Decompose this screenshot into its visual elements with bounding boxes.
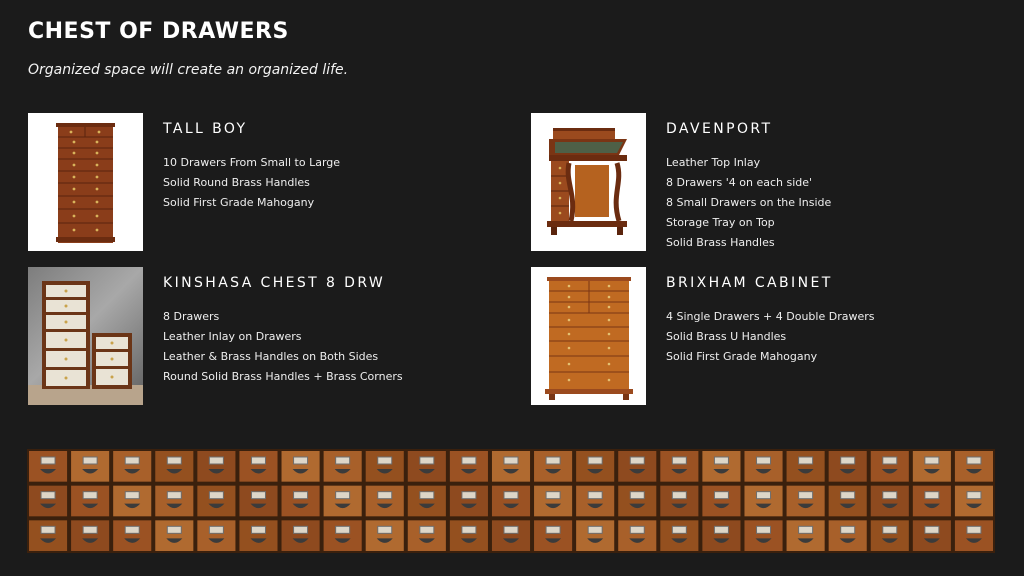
page-subtitle: Organized space will create an organized life. bbox=[28, 62, 349, 78]
drawer-front bbox=[282, 451, 320, 482]
drawer-label-holder bbox=[883, 526, 897, 533]
drawer-front bbox=[113, 520, 151, 551]
drawer-front bbox=[787, 520, 825, 551]
drawer-label-holder bbox=[588, 492, 602, 499]
drawer-front bbox=[829, 451, 867, 482]
drawer-front bbox=[702, 486, 740, 517]
drawer-label-holder bbox=[378, 457, 392, 464]
drawer-label-holder bbox=[757, 457, 771, 464]
drawer-front bbox=[702, 520, 740, 551]
feature-item: 10 Drawers From Small to Large bbox=[163, 156, 341, 169]
drawer-front bbox=[366, 451, 404, 482]
drawer-label-holder bbox=[504, 457, 518, 464]
drawer-label-holder bbox=[925, 526, 939, 533]
feature-list bbox=[666, 153, 831, 253]
drawer-front bbox=[71, 451, 109, 482]
drawer-front bbox=[492, 520, 530, 551]
page-title: CHEST OF DRAWERS bbox=[28, 19, 289, 44]
drawer-label-holder bbox=[883, 457, 897, 464]
drawer-label-holder bbox=[799, 457, 813, 464]
drawer-label-holder bbox=[167, 492, 181, 499]
drawer-front bbox=[282, 486, 320, 517]
kinshasa-chest-info bbox=[163, 275, 403, 387]
drawer-label-holder bbox=[336, 492, 350, 499]
drawer-label-holder bbox=[883, 492, 897, 499]
feature-item: Leather Inlay on Drawers bbox=[163, 330, 302, 343]
drawer-front bbox=[702, 451, 740, 482]
drawer-front bbox=[744, 520, 782, 551]
drawer-label-holder bbox=[588, 457, 602, 464]
drawer-front bbox=[660, 520, 698, 551]
drawer-front bbox=[366, 486, 404, 517]
drawer-label-holder bbox=[336, 526, 350, 533]
feature-item: Solid First Grade Mahogany bbox=[163, 196, 315, 209]
drawer-label-holder bbox=[420, 457, 434, 464]
drawer-label-holder bbox=[41, 526, 55, 533]
drawer-label-holder bbox=[672, 526, 686, 533]
drawer-label-holder bbox=[546, 457, 560, 464]
feature-item: Solid Round Brass Handles bbox=[163, 176, 310, 189]
drawer-label-holder bbox=[209, 526, 223, 533]
drawer-front bbox=[829, 520, 867, 551]
feature-item: Storage Tray on Top bbox=[666, 216, 775, 229]
drawer-front bbox=[618, 520, 656, 551]
feature-item: Solid Brass Handles bbox=[666, 236, 775, 249]
drawer-front bbox=[829, 486, 867, 517]
drawer-label-holder bbox=[167, 526, 181, 533]
product-name: BRIXHAM CABINET bbox=[666, 275, 833, 291]
drawer-label-holder bbox=[83, 526, 97, 533]
product-name: KINSHASA CHEST 8 DRW bbox=[163, 275, 386, 291]
brixham-cabinet-image bbox=[531, 267, 646, 405]
brixham-cabinet-info bbox=[666, 275, 875, 367]
feature-item: 8 Small Drawers on the Inside bbox=[666, 196, 832, 209]
drawer-front bbox=[787, 451, 825, 482]
drawer-front bbox=[155, 520, 193, 551]
drawer-banner-image bbox=[27, 449, 995, 553]
drawer-label-holder bbox=[546, 492, 560, 499]
drawer-label-holder bbox=[125, 526, 139, 533]
drawer-label-holder bbox=[967, 457, 981, 464]
drawer-label-holder bbox=[420, 492, 434, 499]
drawer-label-holder bbox=[83, 457, 97, 464]
drawer-label-holder bbox=[757, 526, 771, 533]
drawer-label-holder bbox=[125, 492, 139, 499]
drawer-front bbox=[408, 486, 446, 517]
drawer-front bbox=[871, 486, 909, 517]
product-name: DAVENPORT bbox=[666, 121, 773, 137]
drawer-label-holder bbox=[420, 526, 434, 533]
drawer-label-holder bbox=[462, 526, 476, 533]
feature-list bbox=[666, 307, 875, 367]
drawer-label-holder bbox=[714, 492, 728, 499]
drawer-label-holder bbox=[714, 457, 728, 464]
drawer-front bbox=[408, 520, 446, 551]
drawer-front bbox=[324, 520, 362, 551]
drawer-front bbox=[155, 451, 193, 482]
drawer-front bbox=[450, 486, 488, 517]
drawer-front bbox=[366, 520, 404, 551]
drawer-label-holder bbox=[462, 457, 476, 464]
kinshasa-chest-image bbox=[28, 267, 143, 405]
drawer-front bbox=[324, 451, 362, 482]
feature-item: 4 Single Drawers + 4 Double Drawers bbox=[666, 310, 875, 323]
drawer-label-holder bbox=[630, 457, 644, 464]
drawer-front bbox=[618, 486, 656, 517]
drawer-front bbox=[450, 451, 488, 482]
feature-item: Solid First Grade Mahogany bbox=[666, 350, 818, 363]
drawer-label-holder bbox=[925, 492, 939, 499]
drawer-label-holder bbox=[462, 492, 476, 499]
drawer-front bbox=[660, 486, 698, 517]
drawer-label-holder bbox=[251, 492, 265, 499]
drawer-front bbox=[534, 486, 572, 517]
feature-item: 8 Drawers '4 on each side' bbox=[666, 176, 813, 189]
davenport-info bbox=[666, 121, 831, 253]
drawer-front bbox=[239, 486, 277, 517]
drawer-label-holder bbox=[251, 457, 265, 464]
drawer-front bbox=[408, 451, 446, 482]
drawer-front bbox=[618, 451, 656, 482]
drawer-front bbox=[450, 520, 488, 551]
drawer-front bbox=[155, 486, 193, 517]
drawer-label-holder bbox=[672, 492, 686, 499]
drawer-label-holder bbox=[83, 492, 97, 499]
drawer-front bbox=[913, 520, 951, 551]
drawer-front bbox=[197, 520, 235, 551]
drawer-label-holder bbox=[799, 526, 813, 533]
drawer-front bbox=[239, 451, 277, 482]
davenport-image bbox=[531, 113, 646, 251]
drawer-front bbox=[787, 486, 825, 517]
drawer-front bbox=[113, 486, 151, 517]
drawer-front bbox=[71, 486, 109, 517]
tall-boy-info bbox=[163, 121, 340, 213]
drawer-front bbox=[197, 486, 235, 517]
drawer-label-holder bbox=[841, 457, 855, 464]
drawer-front bbox=[239, 520, 277, 551]
drawer-label-holder bbox=[294, 457, 308, 464]
drawer-label-holder bbox=[630, 526, 644, 533]
drawer-label-holder bbox=[546, 526, 560, 533]
drawer-front bbox=[744, 451, 782, 482]
drawer-front bbox=[913, 486, 951, 517]
drawer-front bbox=[576, 520, 614, 551]
drawer-front bbox=[492, 451, 530, 482]
drawer-front bbox=[871, 451, 909, 482]
drawer-front bbox=[113, 451, 151, 482]
drawer-label-holder bbox=[336, 457, 350, 464]
feature-item: Solid Brass U Handles bbox=[666, 330, 787, 343]
drawer-front bbox=[871, 520, 909, 551]
drawer-front bbox=[744, 486, 782, 517]
drawer-front bbox=[955, 486, 993, 517]
drawer-label-holder bbox=[41, 457, 55, 464]
drawer-label-holder bbox=[967, 492, 981, 499]
drawer-label-holder bbox=[41, 492, 55, 499]
drawer-front bbox=[29, 520, 67, 551]
drawer-front bbox=[955, 520, 993, 551]
drawer-front bbox=[197, 451, 235, 482]
drawer-label-holder bbox=[294, 492, 308, 499]
feature-item: 8 Drawers bbox=[163, 310, 220, 323]
drawer-label-holder bbox=[504, 492, 518, 499]
feature-list bbox=[163, 153, 340, 213]
drawer-front bbox=[576, 486, 614, 517]
drawer-front bbox=[71, 520, 109, 551]
drawer-label-holder bbox=[251, 526, 265, 533]
feature-item: Round Solid Brass Handles + Brass Corners bbox=[163, 370, 403, 383]
drawer-front bbox=[955, 451, 993, 482]
drawer-label-holder bbox=[294, 526, 308, 533]
product-name: TALL BOY bbox=[163, 121, 248, 137]
drawer-label-holder bbox=[672, 457, 686, 464]
drawer-front bbox=[324, 486, 362, 517]
tall-boy-image bbox=[28, 113, 143, 251]
drawer-label-holder bbox=[504, 526, 518, 533]
drawer-label-holder bbox=[630, 492, 644, 499]
drawer-label-holder bbox=[757, 492, 771, 499]
drawer-front bbox=[660, 451, 698, 482]
drawer-label-holder bbox=[125, 457, 139, 464]
drawer-label-holder bbox=[209, 457, 223, 464]
drawer-front bbox=[282, 520, 320, 551]
drawer-front bbox=[29, 486, 67, 517]
drawer-front bbox=[29, 451, 67, 482]
drawer-front bbox=[534, 451, 572, 482]
drawer-label-holder bbox=[378, 492, 392, 499]
drawer-front bbox=[913, 451, 951, 482]
drawer-label-holder bbox=[967, 526, 981, 533]
drawer-label-holder bbox=[799, 492, 813, 499]
feature-item: Leather Top Inlay bbox=[666, 156, 761, 169]
drawer-label-holder bbox=[714, 526, 728, 533]
drawer-label-holder bbox=[167, 457, 181, 464]
drawer-front bbox=[534, 520, 572, 551]
drawer-label-holder bbox=[378, 526, 392, 533]
drawer-label-holder bbox=[209, 492, 223, 499]
drawer-front bbox=[492, 486, 530, 517]
drawer-front bbox=[576, 451, 614, 482]
feature-item: Leather & Brass Handles on Both Sides bbox=[163, 350, 379, 363]
feature-list bbox=[163, 307, 403, 387]
drawer-label-holder bbox=[588, 526, 602, 533]
drawer-label-holder bbox=[841, 492, 855, 499]
drawer-label-holder bbox=[841, 526, 855, 533]
drawer-label-holder bbox=[925, 457, 939, 464]
